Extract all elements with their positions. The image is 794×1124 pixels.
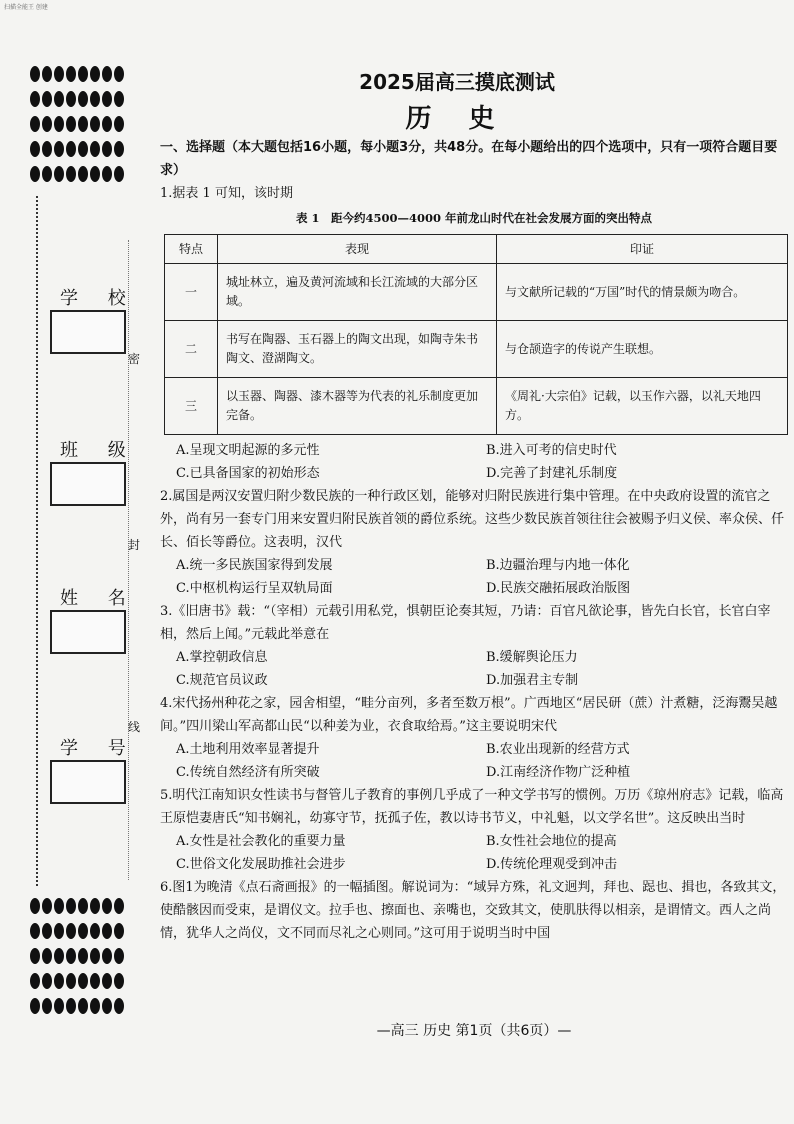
table-cell: 书写在陶器、玉石器上的陶文出现，如陶寺朱书陶文、澄湖陶文。 — [218, 321, 497, 378]
option-b[interactable]: B.缓解舆论压力 — [486, 650, 578, 665]
school-label: 学 校 — [60, 288, 138, 309]
q5-stem: 5.明代江南知识女性读书与督管儿子教育的事例几乎成了一种文学书写的惯例。万历《琼州府志》记载，临高王原恺妻唐氏“知书娴礼，幼寡守节，抚孤子佐，教以诗书节义，中礼魁，以文学名世”。这反映出当时 — [160, 788, 784, 826]
option-c[interactable]: C.已具备国家的初始形态 — [176, 466, 320, 481]
option-b[interactable]: B.边疆治理与内地一体化 — [486, 558, 630, 573]
name-label: 姓 名 — [60, 588, 138, 609]
table-row — [165, 378, 788, 435]
number-box[interactable] — [50, 760, 126, 804]
q3-stem: 3.《旧唐书》载：“（宰相）元载引用私党，惧朝臣论奏其短，乃请：百官凡欲论事，皆先白长官，长官白宰相，然后上闻。”元载此举意在 — [160, 604, 771, 642]
q1-stem: 1.据表 1 可知，该时期 — [160, 186, 293, 201]
option-d[interactable]: D.民族交融拓展政治版图 — [486, 581, 631, 596]
q5-options — [160, 830, 788, 876]
option-c[interactable]: C.世俗文化发展助推社会进步 — [176, 857, 346, 872]
subject-title: 历 史 — [405, 104, 509, 134]
class-box[interactable] — [50, 462, 126, 506]
option-d[interactable]: D.加强君主专制 — [486, 673, 579, 688]
option-a[interactable]: A.呈现文明起源的多元性 — [176, 443, 320, 458]
seal-char-xian: 线 — [128, 720, 141, 734]
option-d[interactable]: D.江南经济作物广泛种植 — [486, 765, 631, 780]
table-cell: 一 — [165, 264, 218, 321]
table-cell: 二 — [165, 321, 218, 378]
scanner-watermark: 扫描全能王 创建 — [4, 4, 48, 11]
option-a[interactable]: A.掌控朝政信息 — [176, 650, 268, 665]
q2-options — [160, 554, 788, 600]
table-cell: 《周礼·大宗伯》记载，以玉作六器，以礼天地四方。 — [497, 378, 788, 435]
section-heading: 一、选择题（本大题包括16小题，每小题3分，共48分。在每小题给出的四个选项中，只有一项符合题目要求） — [160, 140, 778, 178]
table-header: 表现 — [218, 235, 497, 264]
page-footer: —高三 历史 第1页（共6页）— — [376, 1023, 572, 1039]
option-b[interactable]: B.进入可考的信史时代 — [486, 443, 617, 458]
exam-title: 2025届高三摸底测试 — [359, 70, 555, 94]
question-area — [160, 136, 788, 945]
class-label: 班 级 — [60, 440, 138, 461]
table-row — [165, 321, 788, 378]
seal-char-mi: 密 — [128, 352, 141, 366]
option-a[interactable]: A.土地利用效率显著提升 — [176, 742, 320, 757]
table-cell: 城址林立，遍及黄河流域和长江流域的大部分区域。 — [218, 264, 497, 321]
q2-stem: 2.属国是两汉安置归附少数民族的一种行政区划，能够对归附民族进行集中管理。在中央政府设置的流官之外，尚有另一套专门用来安置归附民族首领的爵位系统。这些少数民族首领往往会被赐予归义侯、率众侯、仟长、佰长等爵位。这表明，汉代 — [160, 489, 785, 550]
name-box[interactable] — [50, 610, 126, 654]
table-row — [165, 264, 788, 321]
school-box[interactable] — [50, 310, 126, 354]
table-header: 特点 — [165, 235, 218, 264]
q4-stem: 4.宋代扬州种花之家，园舍相望，“畦分亩列，多者至数万根”。广西地区“居民研（蔗）汁煮糖，泛海鬻吴越间。”四川梁山军高都山民“以种姜为业，衣食取给焉。”这主要说明宋代 — [160, 696, 778, 734]
number-label: 学 号 — [60, 738, 138, 759]
option-d[interactable]: D.传统伦理观受到冲击 — [486, 857, 618, 872]
option-c[interactable]: C.传统自然经济有所突破 — [176, 765, 320, 780]
table-cell: 以玉器、陶器、漆木器等为代表的礼乐制度更加完备。 — [218, 378, 497, 435]
option-b[interactable]: B.农业出现新的经营方式 — [486, 742, 630, 757]
table-caption: 表 1 距今约4500—4000 年前龙山时代在社会发展方面的突出特点 — [295, 211, 653, 225]
table-cell: 三 — [165, 378, 218, 435]
seal-char-feng: 封 — [128, 538, 141, 552]
table-cell: 与文献所记载的“万国”时代的情景颇为吻合。 — [497, 264, 788, 321]
option-a[interactable]: A.统一多民族国家得到发展 — [176, 558, 333, 573]
option-c[interactable]: C.规范官员议政 — [176, 673, 268, 688]
binding-dots-bottom — [30, 898, 126, 1023]
q1-options — [160, 439, 788, 485]
option-b[interactable]: B.女性社会地位的提高 — [486, 834, 617, 849]
q4-options — [160, 738, 788, 784]
table-header: 印证 — [497, 235, 788, 264]
option-c[interactable]: C.中枢机构运行呈双轨局面 — [176, 581, 333, 596]
q1-table — [164, 234, 788, 435]
binding-cut-line — [36, 196, 38, 886]
q6-stem: 6.图1为晚清《点石斋画报》的一幅插图。解说词为：“域异方殊，礼文迥判，拜也、跽也、揖也，各致其文，使酷骸因而受束，是谓仪文。拉手也、擦面也、亲嘴也，交致其文，使肌肤得以相亲，是谓情文。西人之尚情，犹华人之尚仪，文不同而尽礼之心则同。”这可用于说明当时中国 — [160, 880, 786, 941]
option-a[interactable]: A.女性是社会教化的重要力量 — [176, 834, 346, 849]
q3-options — [160, 646, 788, 692]
option-d[interactable]: D.完善了封建礼乐制度 — [486, 466, 618, 481]
binding-seal-line — [128, 240, 129, 880]
table-cell: 与仓颉造字的传说产生联想。 — [497, 321, 788, 378]
